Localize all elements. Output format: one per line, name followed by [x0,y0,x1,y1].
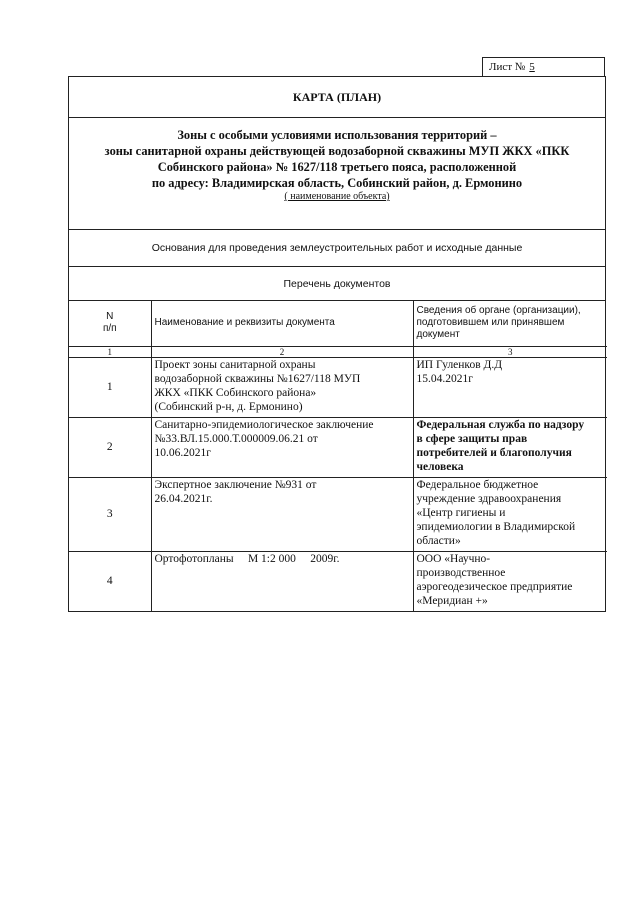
header-document-name: Наименование и реквизиты документа [151,301,413,346]
row-number: 2 [69,417,151,477]
organization-line: Федеральная служба по надзору [416,418,585,431]
row-number: 3 [69,477,151,551]
row-document [151,417,413,477]
row-document [151,357,413,417]
table-row [69,551,607,611]
sheet-label: Лист № [489,61,526,73]
organization-line: ИП Гуленков Д.Д [416,358,503,371]
organization-line: в сфере защиты прав [416,432,528,445]
organization-line: учреждение здравоохранения [416,492,562,505]
column-number: 1 [69,346,151,357]
sheet-number-box [482,57,605,76]
organization-line: «Меридиан +» [416,594,488,607]
organization-line: области» [416,534,461,547]
documents-table [69,301,607,611]
header-number-pp: п/п [102,323,117,335]
document-line: Экспертное заключение №931 от [154,478,317,491]
document-frame [68,76,606,612]
document-line: Санитарно-эпидемиологическое заключение [154,418,374,431]
organization-line: аэрогеодезическое предприятие [416,580,573,593]
organization-line: эпидемиологии в Владимирской [416,520,576,533]
row-document [151,477,413,551]
sheet-number: 5 [529,61,535,73]
document-line: Ортофотопланы М 1:2 000 2009г. [154,552,340,565]
column-number: 2 [151,346,413,357]
column-number: 3 [413,346,607,357]
column-number-row [69,346,607,357]
organization-line: «Центр гигиены и [416,506,506,519]
organization-line: 15.04.2021г [416,372,473,385]
header-number-n: N [106,311,114,323]
organization-line: ООО «Научно- [416,552,491,565]
row-organization [413,477,607,551]
row-number: 1 [69,357,151,417]
zone-description [69,118,605,230]
organization-line: потребителей и благополучия [416,446,572,459]
document-line: №33.ВЛ.15.000.Т.000009.06.21 от [154,432,318,445]
object-name-caption: ( наименование объекта) [284,191,390,202]
row-number: 4 [69,551,151,611]
organization-line: человека [416,460,464,473]
table-row [69,477,607,551]
document-line: ЖКХ «ПКК Собинского района» [154,386,317,399]
row-organization [413,357,607,417]
document-list-heading: Перечень документов [69,267,605,301]
table-row [69,357,607,417]
organization-line: Федеральное бюджетное [416,478,539,491]
row-organization [413,417,607,477]
basis-heading: Основания для проведения землеустроительных работ и исходные данные [69,230,605,267]
table-header-row [69,301,607,346]
organization-line: производственное [416,566,506,579]
table-row [69,417,607,477]
map-title: КАРТА (ПЛАН) [69,77,605,118]
zone-line-4: по адресу: Владимирская область, Собинский район, д. Ермонино [151,176,523,190]
row-organization [413,551,607,611]
document-line: (Собинский р-н, д. Ермонино) [154,400,303,413]
zone-line-2: зоны санитарной охраны действующей водозаборной скважины МУП ЖКХ «ПКК [104,144,570,158]
row-document [151,551,413,611]
header-organization: Сведения об органе (организации), подготовившем или принявшем документ [413,301,607,346]
document-line: 26.04.2021г. [154,492,213,505]
document-line: 10.06.2021г [154,446,211,459]
document-line: водозаборной скважины №1627/118 МУП [154,372,361,385]
header-number [69,301,151,346]
zone-line-1: Зоны с особыми условиями использования территорий – [177,128,497,142]
zone-line-3: Собинского района» № 1627/118 третьего пояса, расположенной [157,160,517,174]
document-line: Проект зоны санитарной охраны [154,358,316,371]
